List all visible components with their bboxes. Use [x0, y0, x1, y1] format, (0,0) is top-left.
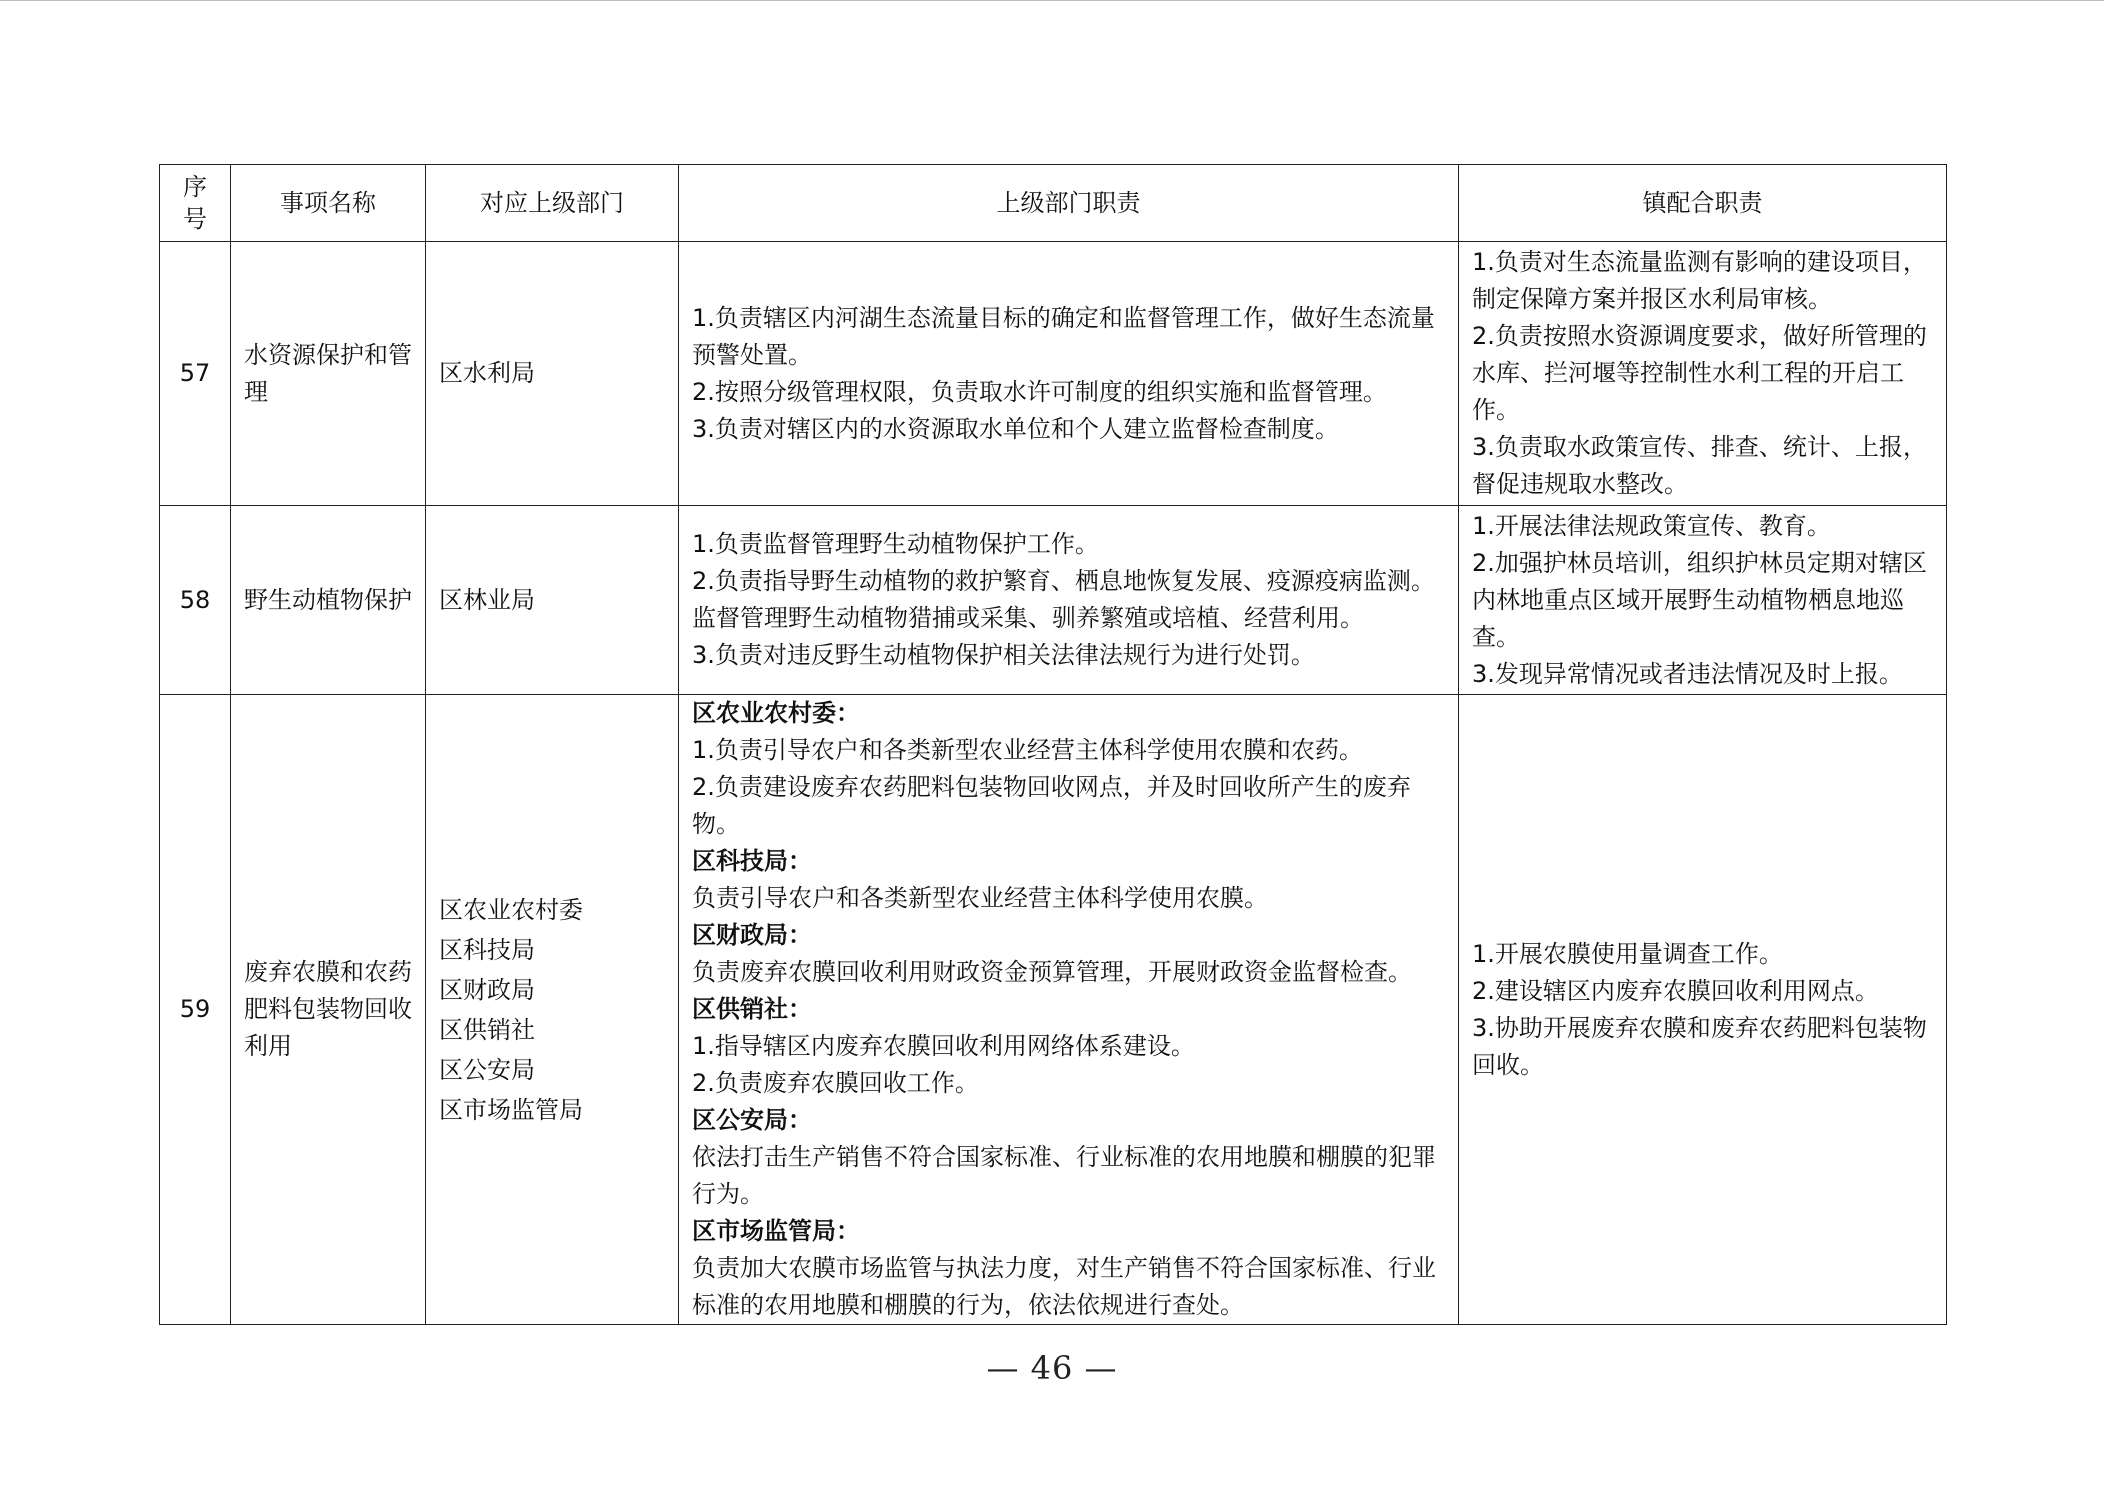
agency-heading: 区公安局：: [692, 1106, 812, 1134]
duty-line: 依法打击生产销售不符合国家标准、行业标准的农用地膜和棚膜的犯罪行为。: [692, 1143, 1436, 1208]
table-row: [160, 242, 1947, 506]
item-name: 水资源保护和管理: [231, 242, 426, 506]
header-item-name: 事项名称: [231, 165, 426, 242]
duty-line: 负责引导农户和各类新型农业经营主体科学使用农膜。: [692, 884, 1268, 912]
header-seq: 序号: [160, 165, 231, 242]
page-number: — 46 —: [986, 1349, 1118, 1387]
row-number: 58: [160, 506, 231, 695]
header-upper-dept: 对应上级部门: [426, 165, 679, 242]
dept-name: 区科技局: [439, 935, 535, 964]
duty-line: 3.发现异常情况或者违法情况及时上报。: [1472, 659, 1903, 688]
dept-name: 区市场监管局: [439, 1095, 583, 1124]
town-duty-cell: [1459, 506, 1947, 695]
town-duty-cell: [1459, 242, 1947, 506]
duty-line: 1.负责监督管理野生动植物保护工作。: [692, 530, 1099, 558]
dept-name: 区供销社: [439, 1015, 535, 1044]
duty-line: 2.建设辖区内废弃农膜回收利用网点。: [1472, 976, 1879, 1005]
page-top-edge: [0, 0, 2104, 1]
dept-name: 区财政局: [439, 975, 535, 1004]
item-name: 野生动植物保护: [231, 506, 426, 695]
dept-name: 区水利局: [439, 359, 535, 387]
dept-name: 区农业农村委: [439, 895, 583, 924]
duty-line: 1.负责辖区内河湖生态流量目标的确定和监督管理工作，做好生态流量预警处置。: [692, 303, 1435, 369]
duty-line: 1.开展法律法规政策宣传、教育。: [1472, 511, 1831, 540]
upper-duty-cell: [679, 695, 1459, 1325]
item-name: 废弃农膜和农药肥料包装物回收利用: [231, 695, 426, 1325]
duty-line: 负责废弃农膜回收利用财政资金预算管理，开展财政资金监督检查。: [692, 958, 1412, 986]
duty-line: 2.负责按照水资源调度要求，做好所管理的水库、拦河堰等控制性水利工程的开启工作。: [1472, 322, 1927, 424]
agency-heading: 区财政局：: [692, 921, 812, 949]
dept-list: [426, 242, 679, 506]
header-upper-duty: 上级部门职责: [679, 165, 1459, 242]
duty-line: 2.负责废弃农膜回收工作。: [692, 1069, 979, 1097]
row-number: 57: [160, 242, 231, 506]
table-header-row: [160, 165, 1947, 242]
dept-name: 区林业局: [439, 585, 535, 614]
duty-line: 2.按照分级管理权限，负责取水许可制度的组织实施和监督管理。: [692, 377, 1387, 406]
duty-line: 2.加强护林员培训，组织护林员定期对辖区内林地重点区域开展野生动植物栖息地巡查。: [1472, 548, 1927, 651]
duty-line: 负责加大农膜市场监管与执法力度，对生产销售不符合国家标准、行业标准的农用地膜和棚膜的行为，依法依规进行查处。: [692, 1254, 1436, 1319]
duty-line: 3.负责对辖区内的水资源取水单位和个人建立监督检查制度。: [692, 414, 1339, 443]
duty-line: 3.负责取水政策宣传、排查、统计、上报，督促违规取水整改。: [1472, 433, 1927, 498]
dept-name: 区公安局: [439, 1055, 535, 1084]
dept-list: [426, 506, 679, 695]
agency-heading: 区市场监管局：: [692, 1217, 860, 1245]
duty-table: [159, 164, 1947, 1325]
duty-line: 1.负责引导农户和各类新型农业经营主体科学使用农膜和农药。: [692, 736, 1363, 764]
duty-line: 3.协助开展废弃农膜和废弃农药肥料包装物回收。: [1472, 1013, 1927, 1079]
duty-line: 1.指导辖区内废弃农膜回收利用网络体系建设。: [692, 1032, 1195, 1060]
town-duty-cell: [1459, 695, 1947, 1325]
duty-line: 1.开展农膜使用量调查工作。: [1472, 939, 1783, 968]
row-number: 59: [160, 695, 231, 1325]
dept-list: [426, 695, 679, 1325]
agency-heading: 区科技局：: [692, 847, 812, 875]
header-town-duty: 镇配合职责: [1459, 165, 1947, 242]
agency-heading: 区农业农村委：: [692, 699, 860, 727]
duty-line: 2.负责指导野生动植物的救护繁育、栖息地恢复发展、疫源疫病监测。监督管理野生动植物猎捕或采集、驯养繁殖或培植、经营利用。: [692, 567, 1435, 632]
duty-line: 3.负责对违反野生动植物保护相关法律法规行为进行处罚。: [692, 641, 1315, 669]
upper-duty-cell: [679, 506, 1459, 695]
duty-line: 2.负责建设废弃农药肥料包装物回收网点，并及时回收所产生的废弃物。: [692, 773, 1411, 838]
upper-duty-cell: [679, 242, 1459, 506]
table-row: [160, 695, 1947, 1325]
table-row: [160, 506, 1947, 695]
duty-line: 1.负责对生态流量监测有影响的建设项目，制定保障方案并报区水利局审核。: [1472, 248, 1927, 313]
agency-heading: 区供销社：: [692, 995, 812, 1023]
